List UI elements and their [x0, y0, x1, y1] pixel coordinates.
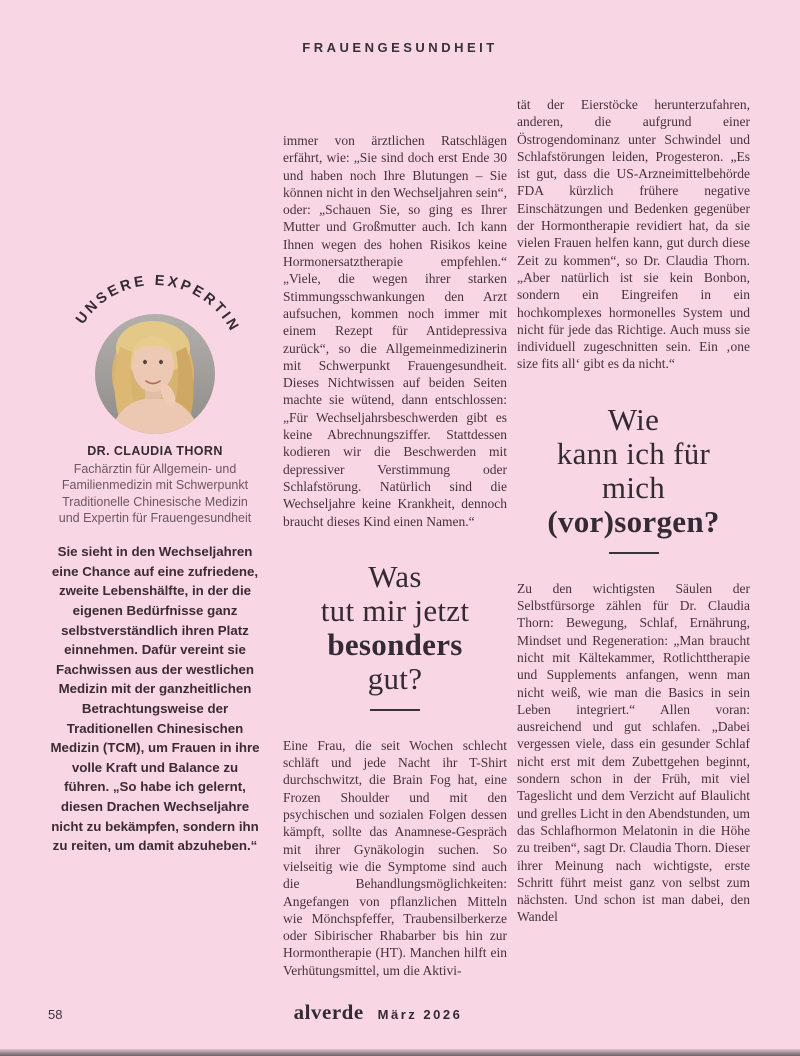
heading-line: gut? [367, 660, 423, 696]
expert-name: DR. CLAUDIA THORN [87, 444, 223, 458]
heading-line: kann ich für [556, 435, 711, 471]
article-column-right [517, 96, 750, 926]
article-column-middle [283, 132, 507, 979]
expert-portrait-illustration [95, 314, 215, 438]
section-heading-vorsorgen [517, 403, 750, 539]
article-paragraph: Eine Frau, die seit Wochen schlecht schläft und jede Nacht ihr T-Shirt durchschwitzt, die Brain Fog hat, eine Frozen Shoulder und mit den psychischen und sozialen Folgen dessen kämpft, sollte das Anamnese-Gespräch mit ihrer Gynäkologin suchen. So vielseitig wie die Symptome sind auch die Behandlungsmöglichkeiten: Angefangen von pflanzlichen Mitteln wie Mönchspfeffer, Traubensilberkerze oder Sibirischer Rhabarber bis hin zur Hormontherapie (HT). Manchen hilft ein Verhütungsmittel, um die Aktivi- [283, 737, 507, 978]
heading-line: Wie [607, 401, 660, 437]
heading-line: tut mir jetzt [320, 592, 470, 628]
page-number: 58 [48, 1007, 63, 1022]
article-paragraph: Zu den wichtigsten Säulen der Selbstfürsorge zählen für Dr. Claudia Thorn: Bewegung, Schlaf, Ernährung, Mindset und Regeneration: „Man braucht nicht mit Kältekammer, Rotlichttherapie und Supplements anfangen, wenn man nicht weiß, wie man die Basics in sein Leben integriert.“ Allen voran: ausreichend und gut schlafen. „Dabei vergessen viele, dass ein gesunder Schlaf nicht erst mit dem Zubettgehen beginnt, sondern schon in der Früh, mit viel Tageslicht und dem Verzicht auf Blaulicht und grelles Licht in den Abendstunden, um das Schlafhormon Melatonin in die Höhe zu treiben“, sagt Dr. Claudia Thorn. Dieser ihrer Meinung nach wichtigste, erste Schritt führt meist ganz von selbst zum nächsten. Und schon ist man dabei, den Wandel [517, 580, 750, 925]
article-paragraph: tät der Eierstöcke herunterzufahren, anderen, die aufgrund einer Östrogendominanz unter Schwindel und Schlafstörungen leiden, Progesteron. „Es ist gut, dass die US-Arzneimittelbehörde FDA kürzlich frühere negative Einschätzungen und Bedenken gegenüber der Hormontherapie revidiert hat, da sie vielen Frauen helfen kann, gut durch diese Zeit zu kommen“, so Dr. Claudia Thorn. „Aber natürlich ist sie kein Bonbon, sondern ein Eingreifen in ein hochkomplexes hormonelles System und nicht für jede das Richtige. Auch muss sie individuell zugeschnitten sein. Ein ‚one size fits all‘ gibt es da nicht.“ [517, 97, 750, 372]
expert-photo [50, 252, 260, 438]
page-kicker: FRAUENGESUNDHEIT [302, 40, 498, 55]
article-paragraph: immer von ärztlichen Ratschlägen erfährt, wie: „Sie sind doch erst Ende 30 und haben noch Ihre Blutungen – Sie können nicht in den Wechseljahren sein“, oder: „Schauen Sie, so ging es Ihrer Mutter und Großmutter auch. Ich kann Ihnen wegen des hohen Risikos keine Hormonersatztherapie empfehlen.“ „Viele, die wegen ihrer starken Stimmungsschwankungen den Arzt aufsuchen, kommen noch immer mit einem Rezept für Antidepressiva zurück“, so die Allgemeinmedizinerin mit Schwerpunkt Frauengesundheit. Dieses Nichtwissen auf beiden Seiten machte sie wütend, dann entschlossen: „Für Wechseljahrsbeschwerden gibt es keine Abrechnungsziffer. Stattdessen kodieren wir die Beschwerden mit depressiver Verstimmung oder Schlafstörung. Natürlich sind die Wechseljahre keine Krankheit, dennoch braucht dieses Kind einen Namen.“ [283, 133, 507, 529]
heading-rule [370, 709, 420, 711]
footer-brand [0, 1000, 756, 1025]
heading-line: (vor)sorgen? [547, 503, 720, 539]
expert-arc-label: UNSERE EXPERTIN [73, 272, 243, 336]
heading-line: mich [601, 469, 666, 505]
expert-role: Fachärztin für Allgemein- und Familienmedizin mit Schwerpunkt Traditionelle Chinesische Medizin und Expertin für Frauengesundheit [58, 462, 252, 525]
section-heading-was-tut-mir-gut [283, 560, 507, 696]
expert-sidebar [50, 252, 260, 856]
magazine-logo: alverde [293, 1000, 364, 1024]
expert-bio: Sie sieht in den Wechseljahren eine Chance auf eine zufriedene, zweite Lebenshälfte, in der die eigenen Bedürfnisse ganz selbstverständlich ihren Platz einnehmen. Dafür vereint sie Fachwissen aus der westlichen Medizin mit der ganzheitlichen Betrachtungsweise der Traditionellen Chinesischen Medizin (TCM), um Frauen in ihre volle Kraft und Balance zu führen. „So habe ich gelernt, diesen Drachen Wechseljahre nicht zu bekämpfen, sondern ihn zu reiten, um damit abzuheben.“ [50, 544, 260, 854]
heading-rule [609, 552, 659, 554]
page-bottom-edge [0, 1049, 800, 1056]
heading-line: Was [368, 558, 422, 594]
heading-line: besonders [327, 626, 463, 662]
issue-date: März 2026 [377, 1007, 463, 1022]
